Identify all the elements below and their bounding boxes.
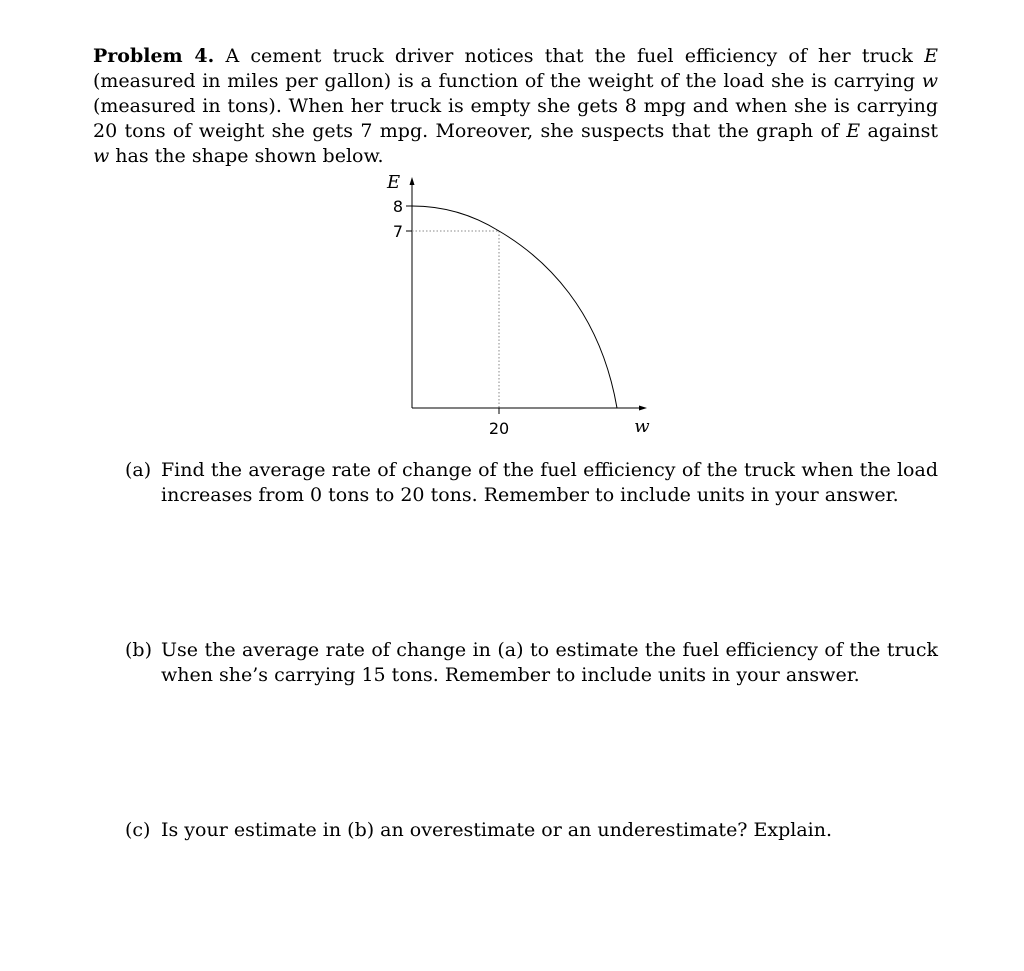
- variable-w: w: [921, 70, 938, 92]
- problem-text-5: has the shape shown below.: [109, 145, 384, 167]
- variable-E: E: [846, 120, 861, 142]
- part-b-text: Use the average rate of change in (a) to estimate the fuel efficiency of the truck when she’s carrying 15 tons. Remember to include units in your answer.: [161, 639, 938, 686]
- part-a-text: Find the average rate of change of the fuel efficiency of the truck when the load increases from 0 tons to 20 tons. Remember to include units in your answer.: [161, 459, 938, 506]
- problem-text-4: against: [860, 120, 938, 142]
- part-b-marker: (b): [125, 639, 152, 661]
- part-c-text: Is your estimate in (b) an overestimate or an underestimate? Explain.: [161, 819, 833, 841]
- part-b: [125, 638, 938, 688]
- variable-w: w: [93, 145, 110, 167]
- x-axis-arrow-icon: [639, 406, 647, 411]
- variable-E: E: [924, 45, 938, 67]
- y-tick-label-8: 8: [392, 197, 403, 216]
- problem-statement: [93, 44, 938, 169]
- efficiency-curve: [412, 206, 617, 408]
- problem-text-2: (measured in miles per gallon) is a function of the weight of the load she is carrying: [93, 70, 922, 92]
- part-c-marker: (c): [125, 819, 151, 841]
- problem-label: Problem 4.: [93, 45, 215, 67]
- part-a: [125, 458, 938, 508]
- part-a-marker: (a): [125, 459, 152, 481]
- x-axis-label: w: [634, 416, 650, 437]
- fuel-efficiency-graph: [370, 165, 670, 445]
- y-axis-arrow-icon: [410, 177, 415, 185]
- problem-text-3: (measured in tons). When her truck is empty she gets 8 mpg and when she is carrying 20 tons of weight she gets 7 mpg. Moreover, she suspects that the graph of: [93, 95, 938, 142]
- x-tick-label-20: 20: [488, 419, 510, 438]
- problem-text-1: A cement truck driver notices that the fuel efficiency of her truck: [214, 45, 925, 67]
- y-tick-label-7: 7: [392, 222, 403, 241]
- part-c: [125, 818, 938, 843]
- y-axis-label: E: [387, 172, 401, 193]
